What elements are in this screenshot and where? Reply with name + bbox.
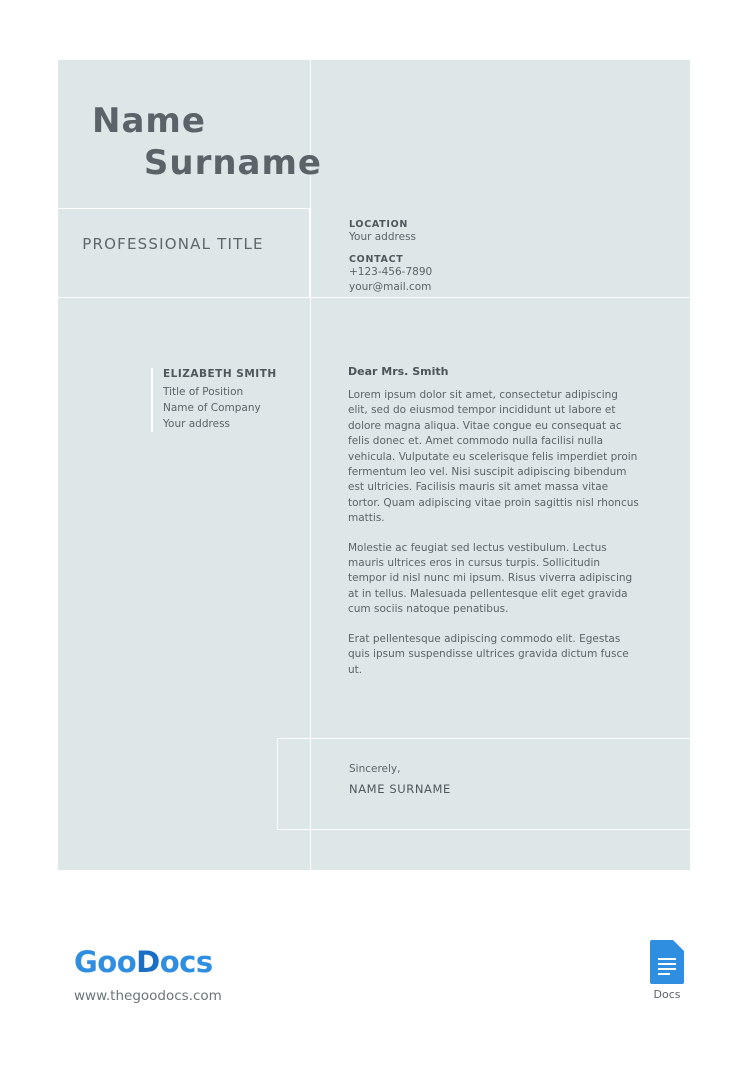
email-value: your@mail.com [349,281,432,293]
contact-label: CONTACT [349,254,404,265]
recipient-company: Name of Company [163,402,261,414]
location-label: LOCATION [349,219,409,230]
footer [0,900,748,1084]
signature-box [277,738,690,830]
signature-closing: Sincerely, [349,763,401,775]
location-value: Your address [349,231,417,243]
paragraph-1: Lorem ipsum dolor sit amet, consectetur adipiscing elit, sed do eiusmod tempor incididunt ut labore et dolore magna aliqua. Vitae congue eu consequat ac felis donec et. Amet commodo nulla facilisi nulla vehicula. Vulputate eu scelerisque felis imperdiet proin fermentum leo vel. Nisi suscipit adipiscing bibendum est ultricies. Facilisis mauris sit amet massa vitae tortor. Quam adipiscing vitae proin sagittis nisl rhoncus mattis. [348,389,639,525]
logo-part-1: Goo [74,945,137,979]
professional-title: PROFESSIONAL TITLE [82,235,264,253]
contact-box [311,208,690,298]
docs-label: Docs [653,988,681,1001]
logo-part-3: ocs [159,945,213,979]
website-url[interactable]: www.thegoodocs.com [74,988,222,1004]
logo-part-2: D [136,945,160,979]
phone-value: +123-456-7890 [349,266,433,278]
recipient-title: Title of Position [163,386,244,398]
doc-line [658,963,676,965]
doc-line [658,968,676,970]
document-body [58,60,690,870]
goodocs-logo [74,945,213,979]
first-name: Name [92,101,206,141]
signature-name: NAME SURNAME [349,782,451,796]
recipient-address: Your address [163,418,231,430]
page-fold-corner [673,940,684,951]
recipient-block [151,368,321,432]
professional-title-box [58,208,310,298]
salutation: Dear Mrs. Smith [348,365,449,378]
name-header [92,100,322,184]
google-docs-badge[interactable] [648,940,686,1001]
docs-file-icon [650,940,684,984]
letter-body [348,365,640,692]
paragraph-2: Molestie ac feugiat sed lectus vestibulum. Lectus mauris ultrices eros in cursus turpis. Sollicitudin tempor id nisl nunc mi ipsum. Risus viverra adipiscing at in tellus. Malesuada pellentesque elit eget gravida cum sociis natoque penatibus. [348,541,633,616]
paragraph-3: Erat pellentesque adipiscing commodo elit. Egestas quis ipsum suspendisse ultrices gravida dictum fusce ut. [348,632,629,676]
doc-line [658,973,670,975]
last-name: Surname [143,143,322,183]
doc-line [658,958,676,960]
recipient-name: ELIZABETH SMITH [163,368,277,380]
